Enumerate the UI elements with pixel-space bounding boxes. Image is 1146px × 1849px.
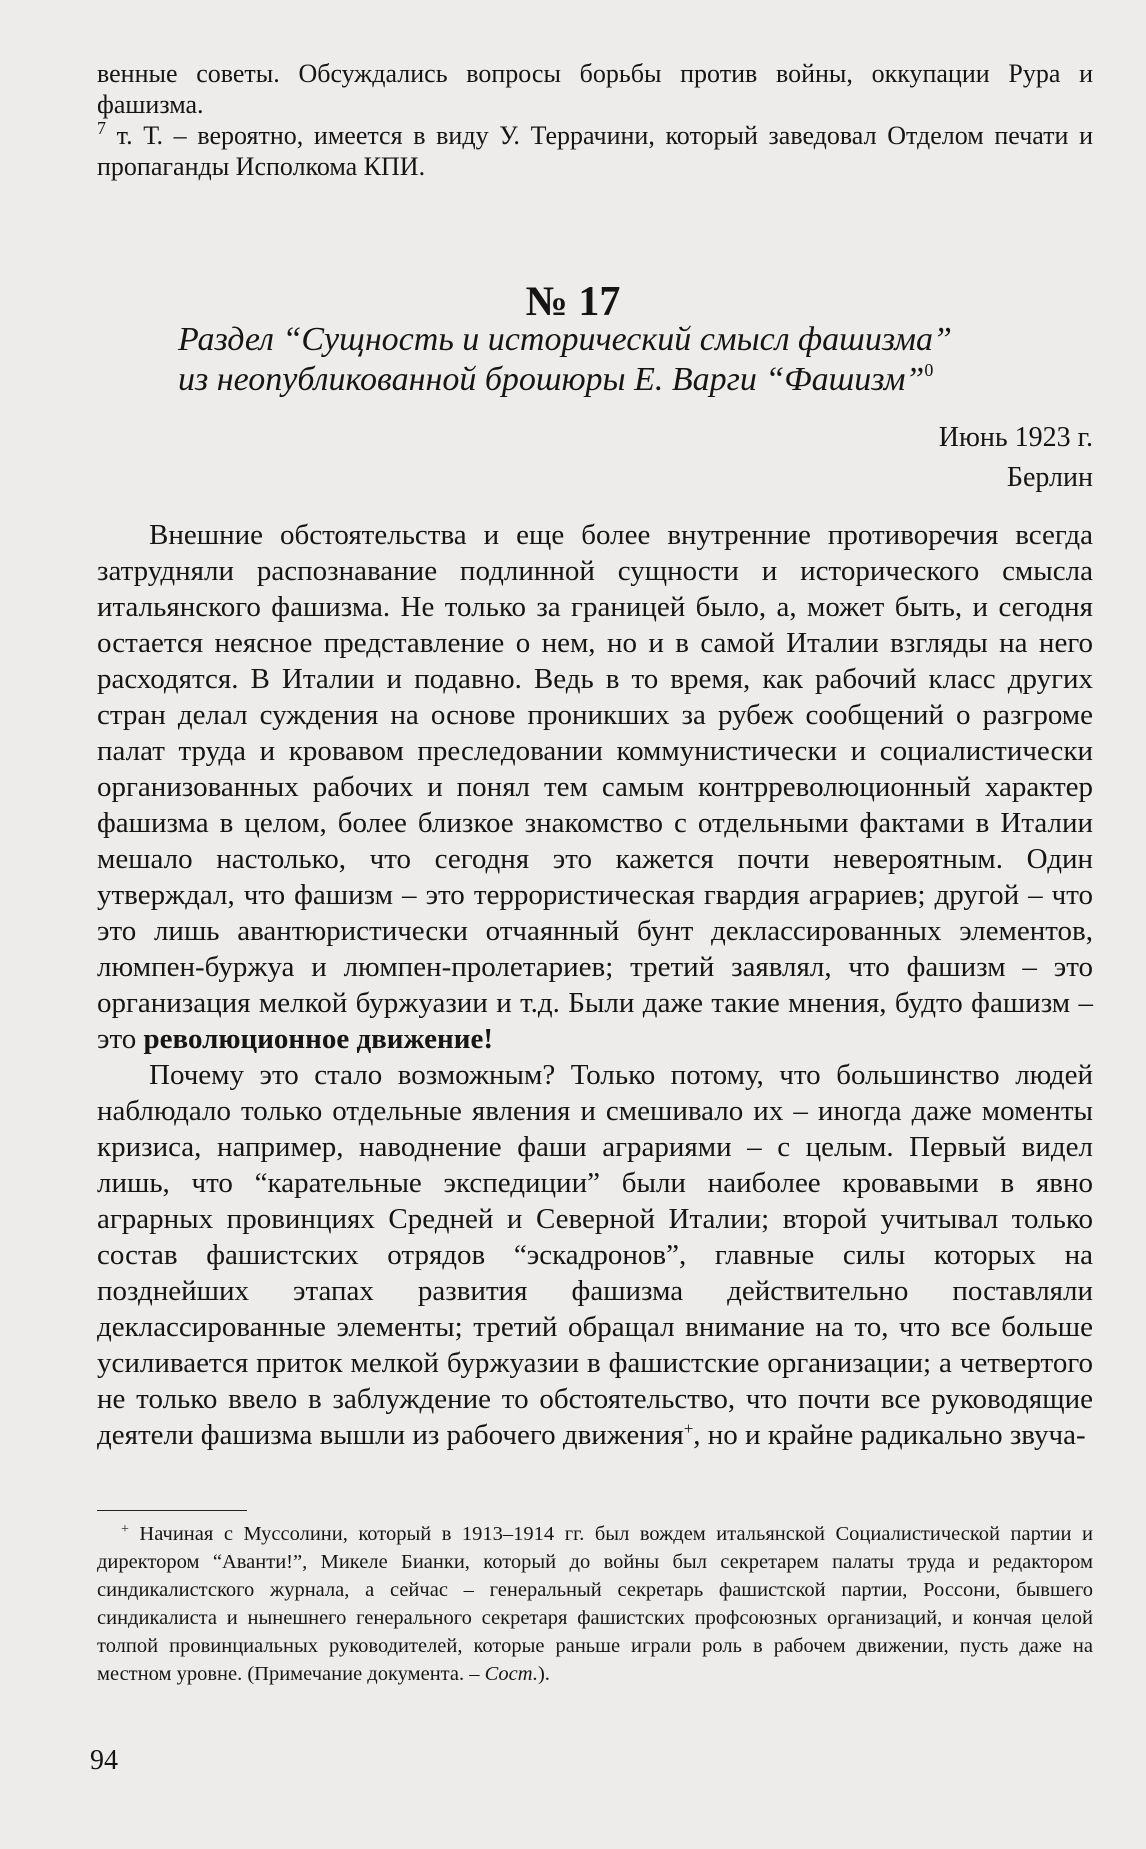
document-body xyxy=(97,517,1093,1453)
footnote-plus-mark: + xyxy=(121,1522,129,1537)
paragraph-2-text: Почему это стало возможным? Только потому, что большинство людей наблюдало только отдельные явления и смешивало их – иногда даже моменты кризиса, например, наводнение фаши аграриями – с целым. Первый видел лишь, что “карательные экспедиции” были наиболее кровавыми в явно аграрных провинциях Средней и Северной Италии; второй учитывал только состав фашистских отрядов “эскадронов”, главные силы которых на позднейших этапах развития фашизма действительно поставляли деклассированные элементы; третий обращал внимание на то, что все больше усиливается приток мелкой буржуазии в фашистские организации; а четвертого не только ввело в заблуждение то обстоятельство, что почти все руководящие деятели фашизма вышли из рабочего движения xyxy=(97,1059,1093,1451)
footnote-end: ). xyxy=(537,1663,550,1685)
footnote-divider xyxy=(97,1510,247,1511)
title-line-2 xyxy=(178,360,1058,400)
paragraph-2 xyxy=(97,1057,1093,1453)
dateline xyxy=(939,418,1093,498)
footnote-plus-text: Начиная с Муссолини, который в 1913–1914 гг. был вождем итальянской Социалистической партии и директором “Аванти!”, Микеле Бианки, который до войны был секретарем палаты труда и редактором синдикалистского журнала, а сейчас – генеральный секретарь фашистской партии, Россони, бывшего синдикалиста и нынешнего генерального секретаря фашистских профсоюзных организаций, и кончая целой толпой провинциальных руководителей, которые раньше играли роль в рабочем движении, пусть даже на местном уровне. (Примечание документа. – xyxy=(97,1523,1093,1685)
title-line-2-text: из неопубликованной брошюры Е. Варги “Фашизм” xyxy=(178,361,925,398)
paragraph-1-text: Внешние обстоятельства и еще более внутренние противоречия всегда затрудняли распознавание подлинной сущности и исторического смысла итальянского фашизма. Не только за границей было, а, может быть, и сегодня остается неясное представление о нем, но и в самой Италии взгляды на него расходятся. В Италии и подавно. Ведь в то время, как рабочий класс других стран делал суждения на основе проникших за рубеж сообщений о разгроме палат труда и кровавом преследовании коммунистически и социалистически организованных рабочих и понял тем самым контрреволюционный характер фашизма в целом, более близкое знакомство с отдельными фактами в Италии мешало настолько, что сегодня это кажется почти невероятным. Один утверждал, что фашизм – это террористическая гвардия аграриев; другой – что это лишь авантюристически отчаянный бунт деклассированных элементов, люмпен-буржуа и люмпен-пролетариев; третий заявлял, что фашизм – это организация мелкой буржуазии и т.д. Были даже такие мнения, будто фашизм – это xyxy=(97,519,1093,1055)
footnote-source: Сост. xyxy=(484,1663,538,1685)
footnote-7 xyxy=(97,120,1093,182)
document-date: Июнь 1923 г. xyxy=(938,422,1093,453)
title-line-1: Раздел “Сущность и исторический смысл фашизма” xyxy=(178,321,952,358)
footnote-plus xyxy=(97,1520,1093,1688)
footnote-plus-ref: + xyxy=(683,1419,694,1438)
page-number: 94 xyxy=(90,1745,118,1776)
footnote-continuation: венные советы. Обсуждались вопросы борьбы против войны, оккупации Рура и фашизма. xyxy=(97,59,1093,119)
title-note-mark: 0 xyxy=(924,360,934,380)
paragraph-1-bold: революционное движение! xyxy=(143,1023,493,1055)
footnote-7-text: т. Т. – вероятно, имеется в виду У. Террачини, который заведовал Отделом печати и пропаганды Исполкома КПИ. xyxy=(97,121,1093,181)
footnote-7-mark: 7 xyxy=(97,118,106,138)
paragraph-1 xyxy=(97,517,1093,1057)
document-number: № 17 xyxy=(525,279,621,325)
paragraph-2-tail: , но и крайне радикально звуча- xyxy=(693,1419,1086,1451)
previous-footnotes xyxy=(97,58,1093,182)
document-place: Берлин xyxy=(1006,462,1093,493)
footnote xyxy=(97,1520,1093,1688)
document-title xyxy=(178,320,1058,400)
